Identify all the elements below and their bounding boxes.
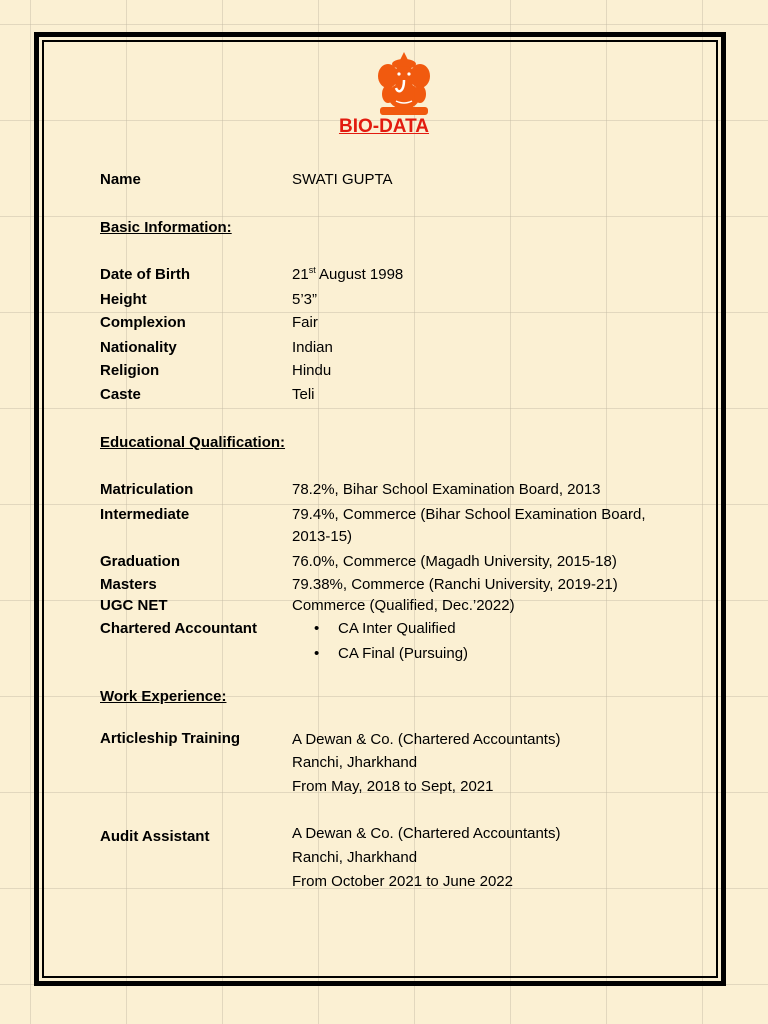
height-label: Height — [100, 291, 147, 308]
religion-value: Hindu — [292, 362, 332, 379]
intermediate-label: Intermediate — [100, 506, 190, 523]
ca-item-label: CA Inter Qualified — [338, 620, 456, 637]
intermediate-value-line1: 79.4%, Commerce (Bihar School Examination Board, — [292, 506, 646, 523]
bullet-icon: • — [314, 645, 320, 662]
audit-assistant-location: Ranchi, Jharkhand — [292, 849, 418, 866]
nationality-label: Nationality — [100, 339, 177, 356]
page-title: BIO-DATA — [338, 116, 430, 137]
articleship-period: From May, 2018 to Sept, 2021 — [292, 778, 494, 795]
articleship-label: Articleship Training — [100, 730, 241, 747]
basic-information-heading: Basic Information: — [100, 219, 232, 236]
bullet-icon: • — [314, 620, 320, 637]
chartered-accountant-label: Chartered Accountant — [100, 620, 257, 637]
ca-item-label: CA Final (Pursuing) — [338, 645, 469, 662]
dob-day: 21 — [292, 266, 309, 283]
caste-value: Teli — [292, 386, 315, 403]
dob-month-year: August 1998 — [315, 266, 404, 283]
list-item — [314, 645, 468, 662]
religion-label: Religion — [100, 362, 160, 379]
name-value: SWATI GUPTA — [292, 171, 393, 188]
graduation-value: 76.0%, Commerce (Magadh University, 2015-18) — [292, 553, 617, 570]
masters-label: Masters — [100, 576, 157, 593]
name-label: Name — [100, 171, 141, 188]
education-heading: Educational Qualification: — [100, 434, 286, 451]
dob-label: Date of Birth — [100, 266, 190, 283]
height-value: 5’3” — [292, 291, 318, 308]
dob-day-suffix: st — [308, 265, 316, 275]
articleship-location: Ranchi, Jharkhand — [292, 754, 418, 771]
audit-assistant-firm: A Dewan & Co. (Chartered Accountants) — [292, 825, 561, 842]
graduation-label: Graduation — [100, 553, 181, 570]
masters-value: 79.38%, Commerce (Ranchi University, 2019-21) — [292, 576, 618, 593]
ganesha-emblem-icon — [374, 50, 434, 116]
complexion-value: Fair — [292, 314, 318, 331]
audit-assistant-period: From October 2021 to June 2022 — [292, 873, 513, 890]
articleship-firm: A Dewan & Co. (Chartered Accountants) — [292, 731, 561, 748]
dob-value — [292, 264, 403, 286]
matriculation-value: 78.2%, Bihar School Examination Board, 2013 — [292, 481, 601, 498]
ugc-net-value: Commerce (Qualified, Dec.’2022) — [292, 597, 515, 614]
intermediate-value-line2: 2013-15) — [292, 528, 353, 545]
ugc-net-label: UGC NET — [100, 597, 168, 614]
matriculation-label: Matriculation — [100, 481, 194, 498]
caste-label: Caste — [100, 386, 141, 403]
complexion-label: Complexion — [100, 314, 186, 331]
work-experience-heading: Work Experience: — [100, 688, 227, 705]
nationality-value: Indian — [292, 339, 333, 356]
list-item — [314, 620, 456, 637]
audit-assistant-label: Audit Assistant — [100, 828, 210, 845]
